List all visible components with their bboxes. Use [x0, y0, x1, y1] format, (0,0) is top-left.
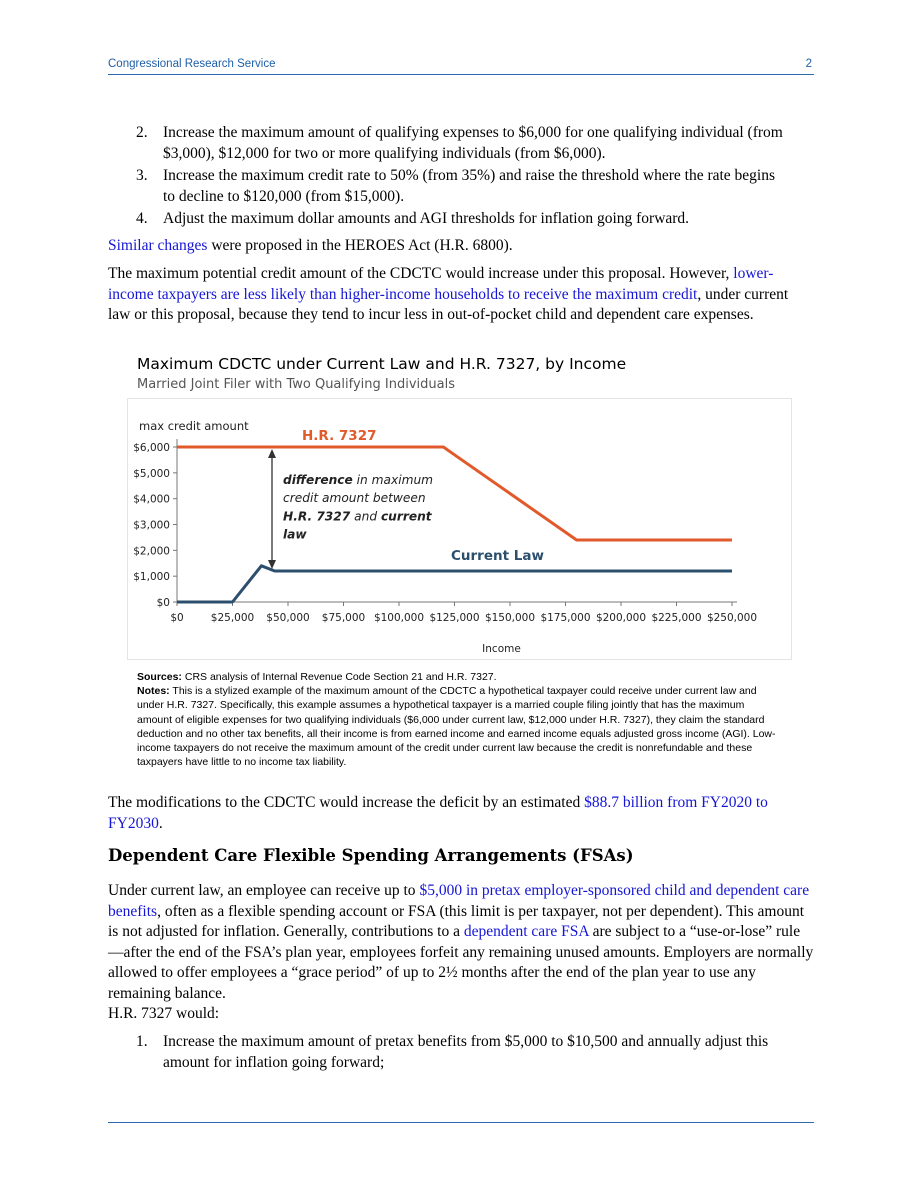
notes-label: Notes: — [137, 685, 170, 698]
annotation-span: in — [356, 473, 368, 487]
y-tick-label: $0 — [156, 597, 170, 609]
annotation-span: 7327 — [316, 509, 351, 524]
annotation-span: between — [372, 491, 426, 506]
list-number: 2. — [136, 124, 148, 141]
paragraph-max-credit — [108, 264, 814, 326]
paragraph-text: , under current law or this proposal, because they tend to incur less in out-of-pocket child and dependent care expenses. — [108, 285, 789, 323]
dependent-care-fsa-link[interactable]: dependent care FSA — [463, 923, 589, 940]
x-axis-label: Income — [482, 643, 521, 655]
series-label-hr-7327: H.R. 7327 — [302, 428, 377, 444]
lower-income-link[interactable]: lower-income taxpayers are less likely than higher-income households to receive the maximum credit — [108, 265, 774, 303]
paragraph-text: were proposed in the HEROES Act (H.R. 6800). — [207, 237, 513, 254]
figure-title: Maximum CDCTC under Current Law and H.R. 7327, by Income — [137, 355, 627, 373]
footer-rule — [108, 1122, 814, 1123]
list-number: 1. — [136, 1033, 148, 1050]
section-heading: Dependent Care Flexible Spending Arrangements (FSAs) — [108, 846, 634, 865]
annotation-span: difference — [283, 473, 353, 487]
y-tick-label: $6,000 — [133, 442, 170, 454]
list-text: Adjust the maximum dollar amounts and AGI thresholds for inflation going forward. — [163, 210, 690, 227]
list-text: Increase the maximum amount of qualifying expenses to $6,000 for one qualifying individual (from $3,000), $12,000 for two or more qualifying individuals (from $6,000). — [163, 124, 783, 162]
annotation-line — [283, 491, 426, 505]
x-tick-label: $75,000 — [321, 612, 366, 624]
paragraph-text: are subject to a “use-or-lose” rule—after the end of the FSA’s plan year, employees forfeit any remaining unused amounts. Employers are normally allowed to offer employees a “grace period” of up to 2½ months after the end of the plan year to use any remaining balance. — [108, 923, 814, 1002]
figure-notes — [137, 670, 782, 769]
annotation-span: amount — [322, 491, 370, 506]
series-line-current-law — [177, 566, 732, 602]
paragraph-text: The modifications to the CDCTC would increase the deficit by an estimated — [108, 794, 585, 811]
header-org: Congressional Research Service — [108, 58, 276, 70]
annotation-line — [283, 509, 433, 523]
series-line-hr-7327 — [177, 447, 732, 540]
difference-arrow-head-up — [268, 449, 276, 458]
chart — [127, 398, 792, 660]
similar-changes-link[interactable]: Similar changes — [108, 237, 208, 254]
paragraph-hr: H.R. 7327 would: — [108, 1005, 220, 1022]
annotation-span: law — [283, 527, 307, 542]
x-tick-label: $150,000 — [484, 612, 536, 624]
y-tick-label: $4,000 — [133, 493, 170, 506]
x-tick-label: $50,000 — [266, 612, 310, 624]
paragraph-text: The maximum potential credit amount of the CDCTC would increase under this proposal. However, — [108, 265, 734, 282]
paragraph-fsa — [108, 881, 814, 1004]
list-number: 4. — [136, 210, 148, 227]
header-page-number: 2 — [805, 58, 812, 70]
list-item — [136, 1032, 786, 1073]
paragraph-text: . — [158, 814, 163, 832]
paragraph-similar — [108, 236, 814, 257]
annotation-span: and — [354, 509, 378, 524]
annotation-span: credit — [283, 491, 319, 506]
sources-label: Sources: — [137, 671, 182, 683]
y-tick-label: $5,000 — [133, 467, 170, 480]
x-tick-label: $250,000 — [706, 612, 758, 624]
x-tick-label: $100,000 — [373, 612, 425, 624]
series-label-current-law: Current Law — [451, 548, 544, 564]
annotation-line — [283, 473, 433, 487]
list-text: Increase the maximum credit rate to 50% (from 35%) and raise the threshold where the rate begins to decline to $120,000 (from $15,000). — [163, 167, 776, 205]
x-tick-label: $125,000 — [429, 612, 480, 624]
pretax-benefits-link[interactable]: $5,000 in pretax employer-sponsored child and dependent care benefits — [108, 882, 810, 920]
sources-line — [137, 670, 782, 684]
list-number: 3. — [136, 167, 148, 184]
deficit-estimate-link[interactable]: $88.7 billion from FY2020 to FY2030 — [108, 794, 768, 832]
paragraph-text: Under current law, an employee can receive up to — [108, 882, 420, 899]
x-tick-label: $175,000 — [540, 612, 591, 624]
annotation-line — [283, 528, 307, 542]
list-text: Increase the maximum amount of pretax benefits from $5,000 to $10,500 and annually adjust this amount for inflation going forward; — [163, 1033, 769, 1071]
x-tick-label: $200,000 — [595, 612, 647, 624]
page-header — [108, 56, 814, 74]
x-tick-label: $225,000 — [651, 612, 702, 624]
paragraph-text: , often as a flexible spending account or FSA (this limit is per taxpayer, not per dependent). This amount is not adjusted for inflation. Generally, contributions to a — [108, 902, 805, 940]
annotation-span: maximum — [371, 473, 434, 487]
notes-line — [137, 684, 782, 769]
annotation-span: H.R. — [283, 509, 313, 524]
y-tick-label: $2,000 — [133, 545, 170, 558]
annotation-span: current — [380, 509, 432, 524]
y-tick-label: $1,000 — [133, 571, 170, 584]
y-tick-label: $3,000 — [133, 519, 170, 532]
notes-text: This is a stylized example of the maximum amount of the CDCTC a hypothetical taxpayer could receive under current law and under H.R. 7327. Specifically, this example assumes a hypothetical taxpayer is a married couple filing jointly that has the maximum amount of eligible expenses for two qualifying individuals ($6,000 under current law, $12,000 under H.R. 7327), they claim the standard deduction and no other tax benefits, all their income is from earned income and earned income equals adjusted gross income (AGI). Low-income taxpayers do not receive the maximum amount of the credit under current law because the credit is nonrefundable and these taxpayers have little to no income tax liability. — [137, 685, 776, 769]
figure-subtitle: Married Joint Filer with Two Qualifying Individuals — [137, 377, 455, 392]
list-item — [136, 166, 786, 207]
y-axis-label: max credit amount — [139, 419, 249, 433]
x-tick-label: $25,000 — [210, 612, 255, 624]
x-tick-label: $0 — [170, 612, 184, 624]
paragraph-deficit — [108, 793, 814, 834]
list-item — [136, 123, 786, 164]
sources-text: CRS analysis of Internal Revenue Code Section 21 and H.R. 7327. — [181, 671, 497, 683]
chart-svg — [127, 398, 792, 660]
header-rule — [108, 74, 814, 75]
list-item — [136, 209, 786, 230]
